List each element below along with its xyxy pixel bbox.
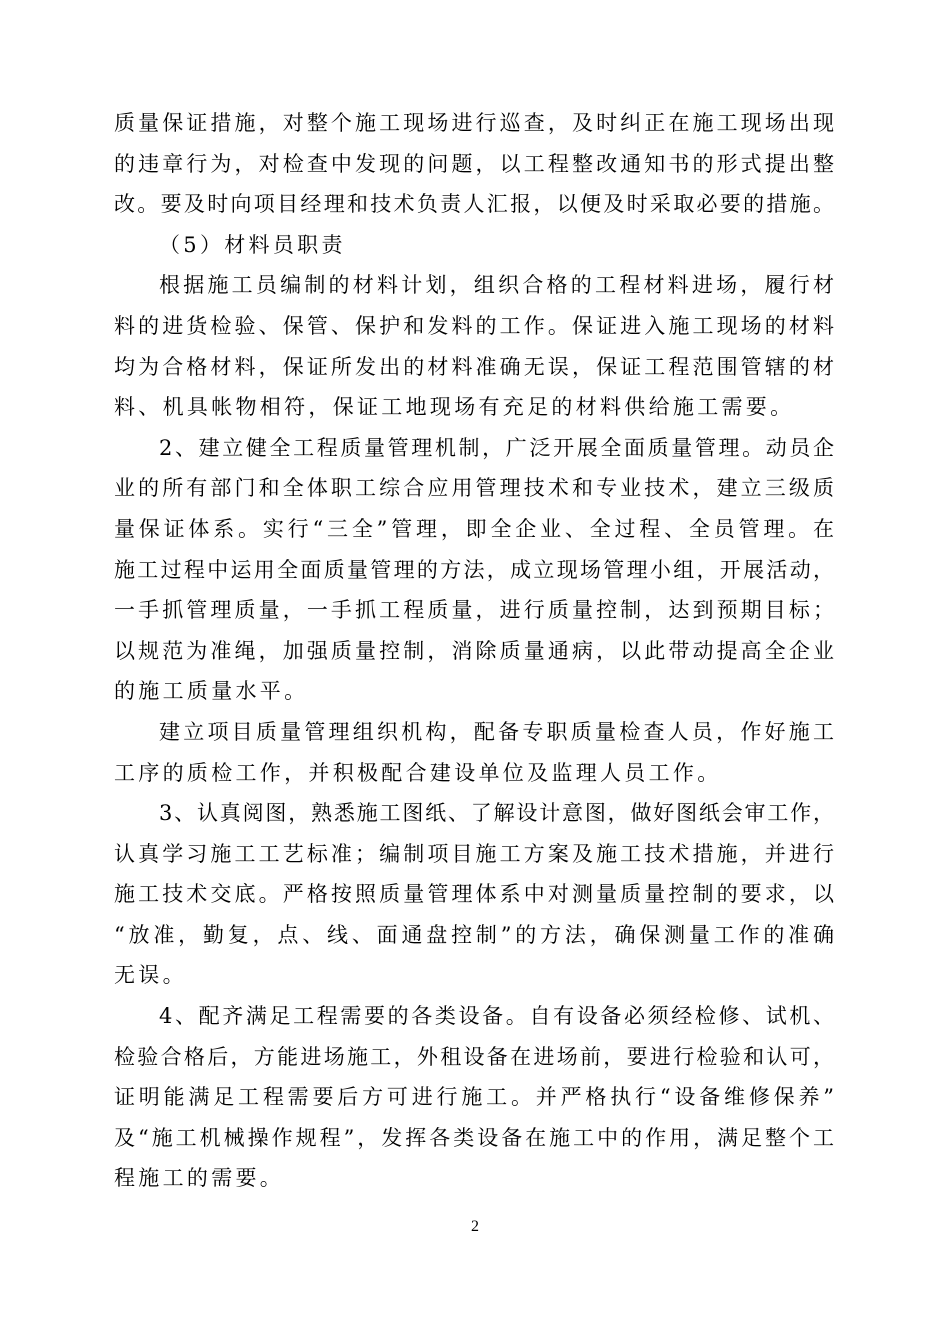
text-line: 根据施工员编制的材料计划，组织合格的工程材料进场，履行材 — [159, 273, 834, 298]
text-line: 检验合格后，方能进场施工，外租设备在进场前，要进行检验和认可， — [114, 1044, 834, 1069]
text-line: 的违章行为，对检查中发现的问题，以工程整改通知书的形式提出整 — [114, 151, 834, 176]
text-line: 量保证体系。实行“三全”管理，即全企业、全过程、全员管理。在 — [114, 516, 834, 541]
text-line: 认真学习施工工艺标准；编制项目施工方案及施工技术措施，并进行 — [114, 841, 834, 866]
text-line: 均为合格材料，保证所发出的材料准确无误，保证工程范围管辖的材 — [114, 354, 834, 379]
text-line: 料的进货检验、保管、保护和发料的工作。保证进入施工现场的材料 — [114, 313, 834, 338]
text-line: “放准，勤复，点、线、面通盘控制”的方法，确保测量工作的准确 — [114, 922, 834, 947]
document-body — [114, 103, 834, 1199]
text-line: 程施工的需要。 — [114, 1166, 285, 1191]
text-line: 料、机具帐物相符，保证工地现场有充足的材料供给施工需要。 — [114, 395, 795, 420]
text-line: 的施工质量水平。 — [114, 679, 309, 704]
text-line: 建立项目质量管理组织机构，配备专职质量检查人员，作好施工 — [159, 719, 834, 744]
text-line: 3、认真阅图，熟悉施工图纸、了解设计意图，做好图纸会审工作， — [159, 801, 834, 826]
text-line: 施工技术交底。严格按照质量管理体系中对测量质量控制的要求，以 — [114, 882, 834, 907]
text-line: 一手抓管理质量，一手抓工程质量，进行质量控制，达到预期目标； — [114, 598, 834, 623]
text-line: 及“施工机械操作规程”，发挥各类设备在施工中的作用，满足整个工 — [114, 1125, 834, 1150]
text-line: 改。要及时向项目经理和技术负责人汇报，以便及时采取必要的措施。 — [114, 192, 834, 217]
text-line: 质量保证措施，对整个施工现场进行巡查，及时纠正在施工现场出现 — [114, 111, 834, 135]
text-line: （5）材料员职责 — [159, 232, 346, 257]
text-line: 工序的质检工作，并积极配合建设单位及监理人员工作。 — [114, 760, 722, 785]
page-number: 2 — [471, 1218, 479, 1235]
text-line: 证明能满足工程需要后方可进行施工。并严格执行“设备维修保养” — [114, 1085, 834, 1110]
text-line: 2、建立健全工程质量管理机制，广泛开展全面质量管理。动员企 — [159, 435, 834, 460]
text-line: 以规范为准绳，加强质量控制，消除质量通病，以此带动提高全企业 — [114, 638, 834, 663]
text-line: 施工过程中运用全面质量管理的方法，成立现场管理小组，开展活动， — [114, 557, 834, 582]
text-line: 4、配齐满足工程需要的各类设备。自有设备必须经检修、试机、 — [159, 1004, 834, 1029]
text-line: 业的所有部门和全体职工综合应用管理技术和专业技术，建立三级质 — [114, 476, 834, 501]
text-line: 无误。 — [114, 963, 187, 988]
